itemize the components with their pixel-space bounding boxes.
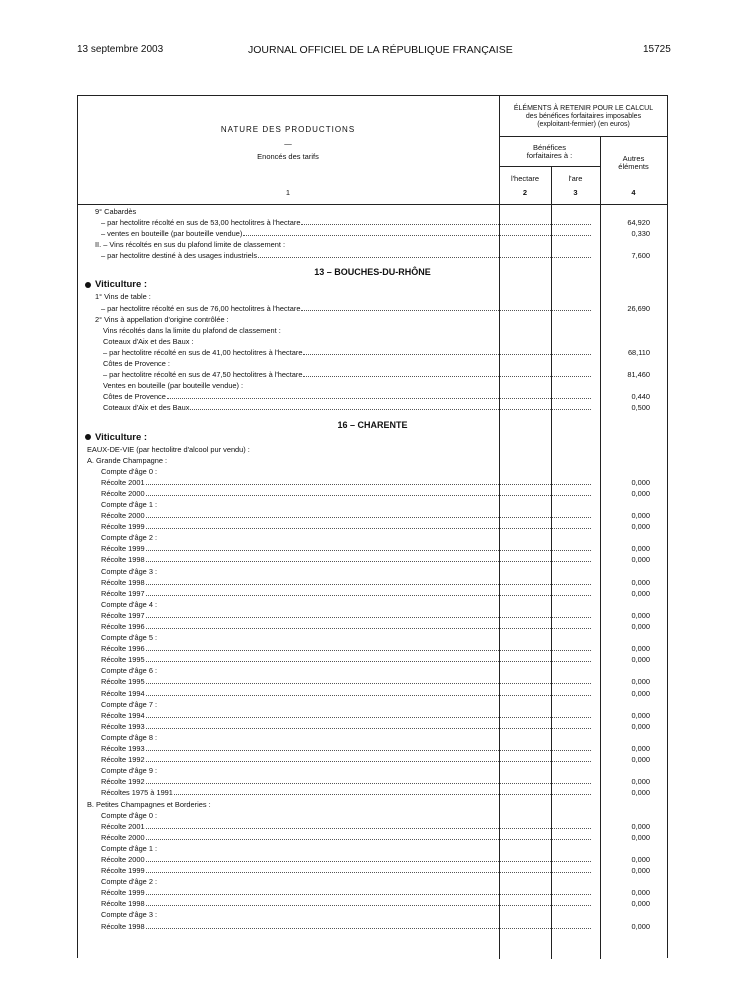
leader-dots bbox=[146, 661, 591, 662]
header-date: 13 septembre 2003 bbox=[77, 44, 164, 55]
row-value: 0,440 bbox=[631, 392, 650, 402]
table-row bbox=[95, 391, 670, 402]
row-value: 68,110 bbox=[627, 347, 650, 357]
leader-dots bbox=[146, 894, 591, 895]
benefices-heading-line1: Bénéfices bbox=[533, 143, 566, 152]
row-value: 0,000 bbox=[631, 888, 650, 898]
table-row bbox=[95, 676, 670, 687]
row-label: Compte d'âge 3 : bbox=[101, 910, 158, 920]
leader-dots bbox=[146, 872, 591, 873]
table-row bbox=[95, 477, 670, 488]
table-row bbox=[95, 776, 670, 787]
leader-dots bbox=[146, 561, 591, 562]
table-row bbox=[95, 336, 670, 347]
row-label: Vins récoltés dans la limite du plafond de classement : bbox=[103, 325, 281, 335]
row-label: – par hectolitre récolté en sus de 41,00 hectolitres à l'hectare bbox=[103, 347, 303, 357]
table-row bbox=[95, 876, 670, 887]
table-row bbox=[95, 543, 670, 554]
leader-dots bbox=[146, 683, 591, 684]
table-row bbox=[95, 721, 670, 732]
row-label: Récolte 1995 bbox=[101, 677, 145, 687]
table-row bbox=[95, 843, 670, 854]
row-label: Récolte 1993 bbox=[101, 721, 145, 731]
table-row bbox=[95, 532, 670, 543]
table-row bbox=[95, 510, 670, 521]
row-label: – par hectolitre récolté en sus de 53,00 hectolitres à l'hectare bbox=[101, 218, 301, 228]
table-row bbox=[95, 488, 670, 499]
leader-dots bbox=[146, 550, 591, 551]
row-label: Récoltes 1975 à 1991 bbox=[101, 788, 173, 798]
row-label: Récolte 1999 bbox=[101, 522, 145, 532]
leader-dots bbox=[146, 728, 591, 729]
table-row bbox=[95, 521, 670, 532]
table-row bbox=[95, 909, 670, 920]
table-row bbox=[95, 554, 670, 565]
leader-dots bbox=[146, 595, 591, 596]
table-row bbox=[95, 643, 670, 654]
leader-dots bbox=[303, 376, 591, 377]
row-label: Compte d'âge 2 : bbox=[101, 533, 158, 543]
row-label: Compte d'âge 8 : bbox=[101, 732, 158, 742]
row-label: Côtes de Provence bbox=[103, 392, 166, 402]
section-title: 13 – BOUCHES-DU-RHÔNE bbox=[314, 267, 431, 278]
row-value: 0,000 bbox=[631, 577, 650, 587]
row-label: Récolte 2000 bbox=[101, 854, 145, 864]
leader-dots bbox=[174, 794, 591, 795]
leader-dots bbox=[146, 484, 591, 485]
row-value: 0,000 bbox=[631, 588, 650, 598]
row-value: 0,330 bbox=[631, 229, 650, 239]
row-label: Compte d'âge 1 : bbox=[101, 843, 158, 853]
row-label: A. Grande Champagne : bbox=[87, 455, 168, 465]
row-value: 0,000 bbox=[631, 866, 650, 876]
row-value: 0,000 bbox=[631, 477, 650, 487]
table-row bbox=[95, 402, 670, 413]
viticulture-label: Viticulture : bbox=[95, 431, 148, 443]
table-row bbox=[95, 566, 670, 577]
table-row bbox=[95, 228, 670, 239]
row-label: 1° Vins de table : bbox=[95, 292, 151, 302]
row-value: 0,000 bbox=[631, 511, 650, 521]
leader-dots bbox=[146, 783, 591, 784]
nature-heading: NATURE DES PRODUCTIONS bbox=[220, 125, 356, 134]
row-label: II. – Vins récoltés en sus du plafond limite de classement : bbox=[95, 240, 286, 250]
row-label: Récolte 2000 bbox=[101, 488, 145, 498]
row-label: Compte d'âge 4 : bbox=[101, 599, 158, 609]
elements-heading-line1: ÉLÉMENTS À RETENIR POUR LE CALCUL bbox=[513, 105, 654, 112]
row-label: Récolte 2000 bbox=[101, 832, 145, 842]
row-label: Récolte 2001 bbox=[101, 477, 145, 487]
leader-dots bbox=[258, 257, 591, 258]
table-row bbox=[87, 455, 670, 466]
table-row bbox=[95, 699, 670, 710]
row-label: Récolte 1996 bbox=[101, 644, 145, 654]
row-value: 0,000 bbox=[631, 832, 650, 842]
row-value: 0,000 bbox=[631, 921, 650, 931]
row-label: Compte d'âge 3 : bbox=[101, 566, 158, 576]
table-row bbox=[95, 369, 670, 380]
leader-dots bbox=[146, 528, 591, 529]
table-row bbox=[95, 754, 670, 765]
table-row bbox=[95, 239, 670, 250]
row-label: 9° Cabardès bbox=[95, 207, 137, 216]
leader-dots bbox=[146, 750, 591, 751]
table-row bbox=[95, 621, 670, 632]
leader-dots bbox=[146, 905, 591, 906]
row-label: Récolte 1994 bbox=[101, 710, 145, 720]
leader-dots bbox=[146, 861, 591, 862]
row-value: 0,000 bbox=[631, 522, 650, 532]
row-label: Récolte 1992 bbox=[101, 755, 145, 765]
row-value: 26,690 bbox=[627, 303, 650, 313]
table-row bbox=[87, 799, 670, 810]
bullet-icon bbox=[85, 282, 91, 288]
row-value: 0,000 bbox=[631, 777, 650, 787]
autres-heading-line2: éléments bbox=[618, 162, 649, 171]
table-row bbox=[95, 325, 670, 336]
leader-dots bbox=[146, 517, 591, 518]
table-row bbox=[95, 588, 670, 599]
row-label: Ventes en bouteille (par bouteille vendue) : bbox=[103, 381, 244, 391]
leader-dots bbox=[243, 235, 591, 236]
leader-dots bbox=[146, 828, 591, 829]
table-row bbox=[95, 810, 670, 821]
header-page-number: 15725 bbox=[643, 44, 671, 55]
leader-dots bbox=[167, 398, 591, 399]
table-row bbox=[95, 217, 670, 228]
row-value: 0,000 bbox=[631, 755, 650, 765]
row-label: Récolte 1997 bbox=[101, 588, 145, 598]
header-title: JOURNAL OFFICIEL DE LA RÉPUBLIQUE FRANÇAISE bbox=[248, 44, 513, 56]
row-value: 0,000 bbox=[631, 721, 650, 731]
row-label: Récolte 1999 bbox=[101, 866, 145, 876]
row-label: Compte d'âge 9 : bbox=[101, 766, 158, 776]
elements-heading-line3: (exploitant-fermier) (en euros) bbox=[537, 121, 630, 128]
table-row bbox=[95, 854, 670, 865]
table-row bbox=[95, 743, 670, 754]
row-value: 0,000 bbox=[631, 622, 650, 631]
leader-dots bbox=[146, 650, 591, 651]
table-row bbox=[87, 444, 670, 455]
row-label: Récolte 1998 bbox=[101, 555, 145, 565]
table-row bbox=[95, 898, 670, 909]
row-label: Compte d'âge 2 : bbox=[101, 877, 158, 887]
table-row bbox=[95, 765, 670, 776]
table-row bbox=[95, 303, 670, 314]
viticulture-heading bbox=[85, 432, 660, 444]
row-label: Compte d'âge 6 : bbox=[101, 666, 158, 676]
table-body bbox=[87, 206, 670, 932]
row-value: 0,000 bbox=[631, 555, 650, 565]
table-row bbox=[95, 665, 670, 676]
row-label: Compte d'âge 1 : bbox=[101, 499, 158, 509]
leader-dots bbox=[190, 409, 591, 410]
table-row bbox=[95, 821, 670, 832]
row-value: 0,000 bbox=[631, 655, 650, 665]
leader-dots bbox=[146, 584, 591, 585]
table-row bbox=[95, 206, 670, 217]
table-row bbox=[95, 250, 670, 261]
row-label: Compte d'âge 5 : bbox=[101, 633, 158, 643]
table-row bbox=[95, 499, 670, 510]
col-number-1: 1 bbox=[285, 188, 291, 197]
table-row bbox=[95, 688, 670, 699]
benefices-heading-line2: forfaitaires à : bbox=[526, 151, 573, 160]
row-label: Récolte 1995 bbox=[101, 655, 145, 665]
table-row bbox=[95, 865, 670, 876]
table-row bbox=[95, 610, 670, 621]
row-label: – par hectolitre récolté en sus de 76,00 hectolitres à l'hectare bbox=[101, 303, 301, 313]
table-row bbox=[95, 921, 670, 932]
table-row bbox=[95, 710, 670, 721]
leader-dots bbox=[146, 495, 591, 496]
leader-dots bbox=[146, 617, 591, 618]
row-label: B. Petites Champagnes et Borderies : bbox=[87, 799, 211, 809]
elements-heading-line2: des bénéfices forfaitaires imposables bbox=[525, 113, 642, 120]
row-label: Récolte 1998 bbox=[101, 921, 145, 931]
row-label: Récolte 1999 bbox=[101, 544, 145, 554]
autres-heading-line1: Autres bbox=[622, 154, 645, 163]
row-label: EAUX-DE-VIE (par hectolitre d'alcool pur vendu) : bbox=[87, 444, 250, 454]
row-label: Récolte 1998 bbox=[101, 577, 145, 587]
row-label: Récolte 1999 bbox=[101, 888, 145, 898]
col-number-4: 4 bbox=[631, 188, 636, 197]
table-row bbox=[95, 314, 670, 325]
table-row bbox=[95, 599, 670, 610]
row-value: 0,000 bbox=[631, 899, 650, 909]
row-value: 7,600 bbox=[631, 251, 650, 261]
row-value: 0,000 bbox=[631, 688, 650, 698]
table-row bbox=[95, 832, 670, 843]
header-rule bbox=[499, 166, 600, 167]
col-number-3: 3 bbox=[573, 188, 578, 197]
are-heading: l'are bbox=[568, 174, 583, 183]
row-label: Récolte 1993 bbox=[101, 744, 145, 754]
table-row bbox=[95, 632, 670, 643]
row-value: 0,000 bbox=[631, 644, 650, 654]
row-label: – par hectolitre destiné à des usages industriels bbox=[101, 251, 258, 261]
row-label: Récolte 1997 bbox=[101, 610, 145, 620]
leader-dots bbox=[146, 928, 591, 929]
table-row bbox=[95, 466, 670, 477]
table-row bbox=[95, 347, 670, 358]
row-value: 81,460 bbox=[627, 370, 650, 380]
row-label: 2° Vins à appellation d'origine contrôlée : bbox=[95, 314, 229, 324]
row-label: Compte d'âge 0 : bbox=[101, 466, 158, 476]
row-label: Compte d'âge 0 : bbox=[101, 810, 158, 820]
leader-dots bbox=[146, 695, 591, 696]
leader-dots bbox=[303, 354, 591, 355]
table-row bbox=[95, 291, 670, 302]
row-value: 0,500 bbox=[631, 403, 650, 413]
table-row bbox=[95, 380, 670, 391]
leader-dots bbox=[146, 839, 591, 840]
row-value: 0,000 bbox=[631, 544, 650, 554]
row-value: 0,000 bbox=[631, 677, 650, 687]
row-label: Récolte 2001 bbox=[101, 821, 145, 831]
table-row bbox=[95, 358, 670, 369]
row-value: 0,000 bbox=[631, 788, 650, 798]
bullet-icon bbox=[85, 434, 91, 440]
table-row bbox=[95, 577, 670, 588]
viticulture-label: Viticulture : bbox=[95, 279, 148, 291]
row-value: 0,000 bbox=[631, 821, 650, 831]
row-label: – par hectolitre récolté en sus de 47,50 hectolitres à l'hectare bbox=[103, 370, 303, 380]
table-row bbox=[95, 732, 670, 743]
leader-dots bbox=[146, 717, 591, 718]
row-label: Coteaux d'Aix et des Baux : bbox=[103, 336, 194, 346]
row-label: Récolte 1996 bbox=[101, 622, 145, 631]
header-rule bbox=[78, 204, 667, 205]
row-value: 0,000 bbox=[631, 610, 650, 620]
table-row bbox=[95, 654, 670, 665]
hectare-heading: l'hectare bbox=[510, 174, 540, 183]
leader-dots bbox=[301, 310, 591, 311]
row-label: Récolte 1992 bbox=[101, 777, 145, 787]
row-label: Coteaux d'Aix et des Baux bbox=[103, 403, 190, 413]
leader-dots bbox=[146, 761, 591, 762]
enonces-heading: Enoncés des tarifs bbox=[257, 152, 319, 161]
leader-dots bbox=[301, 224, 591, 225]
table-row bbox=[95, 887, 670, 898]
row-label: Côtes de Provence : bbox=[103, 359, 170, 369]
row-label: Récolte 1998 bbox=[101, 899, 145, 909]
header-dash: — bbox=[284, 139, 292, 148]
section-title: 16 – CHARENTE bbox=[337, 419, 408, 430]
row-label: Récolte 2000 bbox=[101, 511, 145, 521]
row-value: 0,000 bbox=[631, 710, 650, 720]
header-rule bbox=[499, 136, 668, 137]
row-label: Compte d'âge 7 : bbox=[101, 699, 158, 709]
viticulture-heading bbox=[85, 279, 660, 291]
row-label: Récolte 1994 bbox=[101, 688, 145, 698]
table-row bbox=[95, 787, 670, 798]
leader-dots bbox=[146, 628, 591, 629]
row-value: 64,920 bbox=[627, 218, 650, 228]
row-value: 0,000 bbox=[631, 744, 650, 754]
row-value: 0,000 bbox=[631, 488, 650, 498]
row-label: – ventes en bouteille (par bouteille vendue) bbox=[101, 229, 243, 239]
col-number-2: 2 bbox=[522, 188, 528, 197]
row-value: 0,000 bbox=[631, 854, 650, 864]
